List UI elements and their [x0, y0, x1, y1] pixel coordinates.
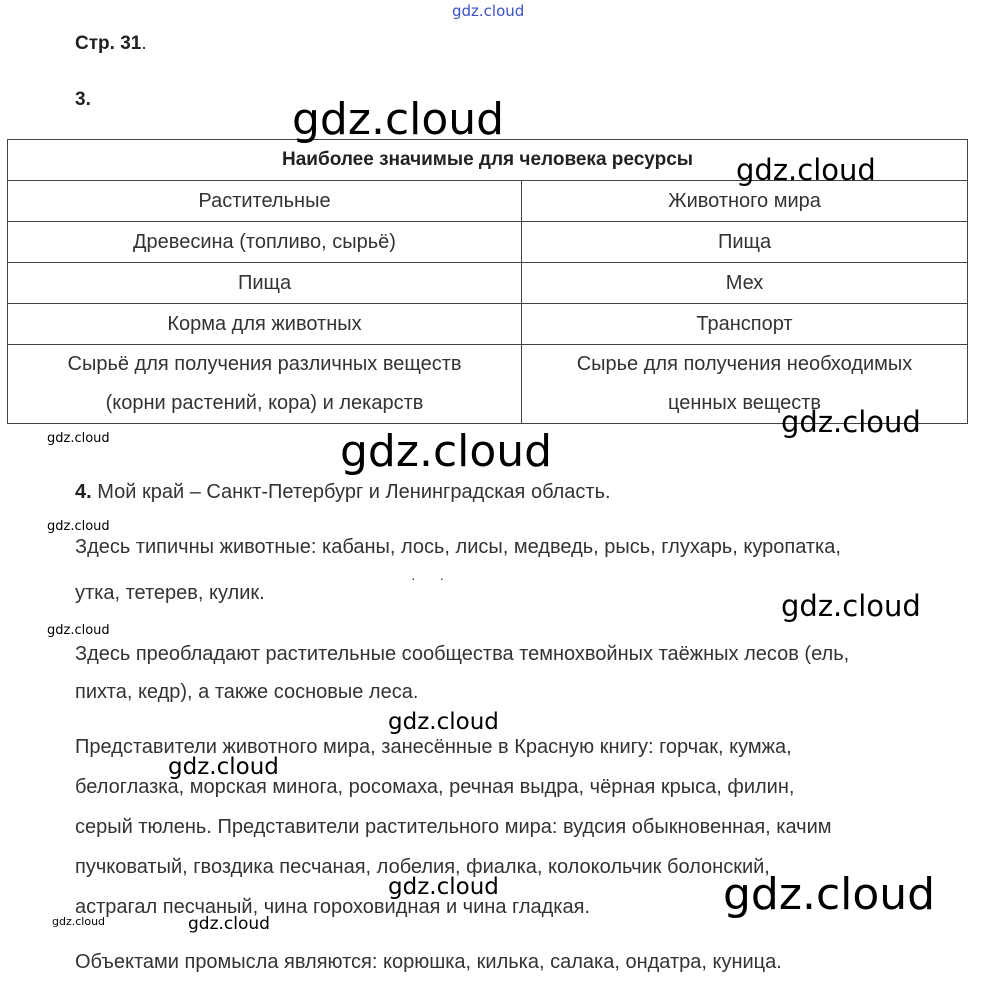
- table-cell: Корма для животных: [8, 304, 522, 345]
- watermark: gdz.cloud: [47, 519, 110, 534]
- watermark: gdz.cloud: [188, 914, 270, 934]
- paragraph-line: пихта, кедр), а также сосновые леса.: [75, 681, 419, 703]
- task-4-intro: [75, 481, 611, 504]
- table-row: [8, 304, 968, 345]
- watermark: gdz.cloud: [47, 623, 110, 638]
- paragraph-line: Объектами промысла являются: корюшка, килька, салака, ондатра, куница.: [75, 951, 782, 973]
- ink-specks: · ·: [411, 570, 455, 586]
- watermark: gdz.cloud: [736, 153, 876, 187]
- table-title: Наиболее значимые для человека ресурсы: [8, 140, 968, 181]
- column-header-animals: Животного мира: [522, 181, 968, 222]
- watermark: gdz.cloud: [52, 915, 106, 928]
- watermark: gdz.cloud: [388, 709, 499, 735]
- watermark: gdz.cloud: [723, 869, 936, 920]
- task-4-number: 4.: [75, 481, 92, 503]
- page-label: [75, 33, 147, 55]
- paragraph-line: Здесь типичны животные: кабаны, лось, лисы, медведь, рысь, глухарь, куропатка,: [75, 536, 841, 558]
- column-header-plants: Растительные: [8, 181, 522, 222]
- watermark: gdz.cloud: [452, 2, 525, 20]
- paragraph-line: Представители животного мира, занесённые в Красную книгу: горчак, кумжа,: [75, 736, 792, 758]
- watermark: gdz.cloud: [168, 754, 279, 780]
- page-label-text: Стр. 31: [75, 33, 142, 54]
- paragraph-line: астрагал песчаный, чина гороховидная и чина гладкая.: [75, 896, 591, 918]
- watermark: gdz.cloud: [47, 431, 110, 446]
- watermark: gdz.cloud: [388, 874, 499, 900]
- cell-line: (корни растений, кора) и лекарств: [105, 392, 424, 414]
- paragraph-line: Здесь преобладают растительные сообщества темнохвойных таёжных лесов (ель,: [75, 643, 850, 665]
- watermark: gdz.cloud: [781, 405, 921, 439]
- paragraph-line: белоглазка, морская минога, росомаха, речная выдра, чёрная крыса, филин,: [75, 776, 795, 798]
- paragraph-line: утка, тетерев, кулик.: [75, 582, 265, 604]
- paragraph-line: пучковатый, гвоздика песчаная, лобелия, фиалка, колокольчик болонский,: [75, 856, 770, 878]
- table-cell: Мех: [522, 263, 968, 304]
- page-label-dot: .: [141, 33, 147, 54]
- watermark: gdz.cloud: [292, 94, 505, 145]
- table-cell: Пища: [8, 263, 522, 304]
- table-cell: Транспорт: [522, 304, 968, 345]
- cell-line: Сырьё для получения различных веществ: [67, 353, 462, 375]
- cell-line: Сырье для получения необходимых: [576, 353, 913, 375]
- table-row: [8, 263, 968, 304]
- paragraph-line: серый тюлень. Представители растительного мира: вудсия обыкновенная, качим: [75, 816, 832, 838]
- table-row: [8, 222, 968, 263]
- table-cell: Древесина (топливо, сырьё): [8, 222, 522, 263]
- cell-line: ценных веществ: [667, 392, 822, 414]
- task-3-number: 3.: [75, 89, 91, 110]
- table-cell: [8, 345, 522, 424]
- watermark: gdz.cloud: [781, 589, 921, 623]
- table-cell: Пища: [522, 222, 968, 263]
- watermark: gdz.cloud: [340, 426, 553, 477]
- task-4-intro-text: Мой край – Санкт-Петербург и Ленинградская область.: [91, 481, 611, 503]
